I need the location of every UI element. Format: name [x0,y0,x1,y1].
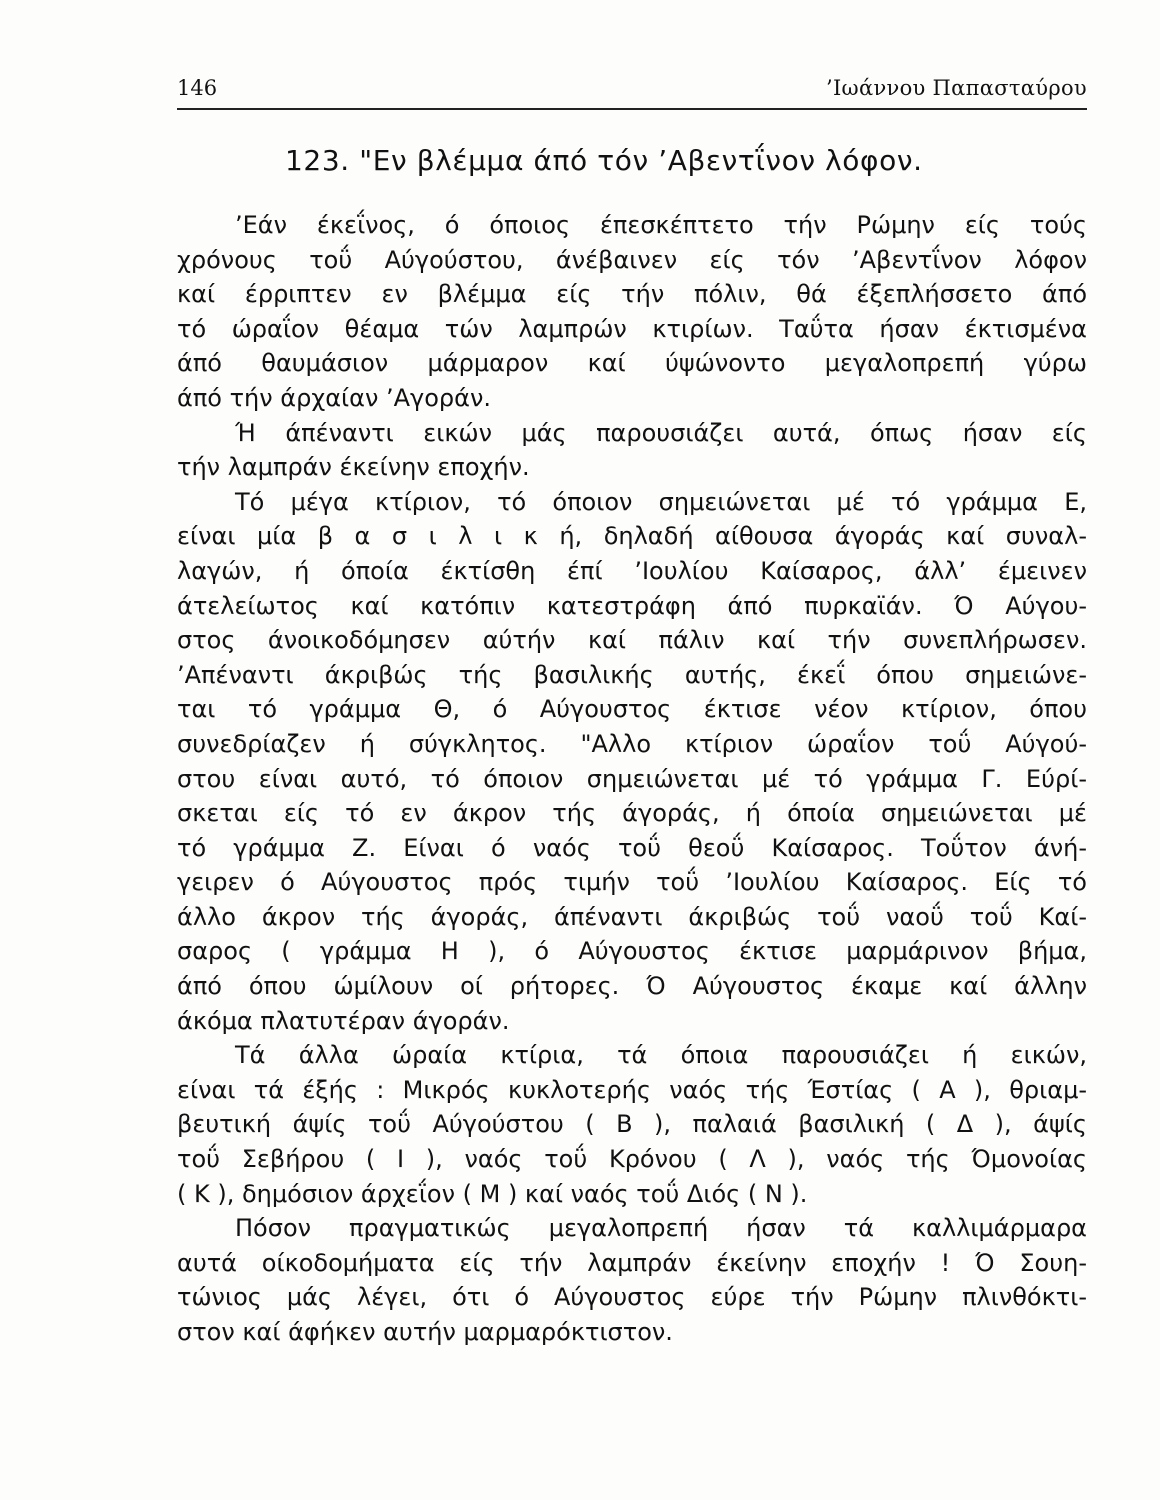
text-line: Ή άπέναντι εικών μάς παρουσιάζει αυτά, όπως ήσαν είς [235,418,1087,447]
text-line: άπό τήν άρχαίαν ’Αγοράν. [177,383,492,412]
text-line: τό ώραΐον θέαμα τών λαμπρών κτιρίων. Ταΰτα ήσαν έκτισμένα [177,314,1087,343]
text-line: Τά άλλα ώραία κτίρια, τά όποια παρουσιάζει ή εικών, [235,1041,1087,1070]
text-line: ’Εάν έκεΐνος, ό όποιος έπεσκέπτετο τήν Ρώμην είς τούς [235,211,1087,239]
text-line: άπό όπου ώμίλουν οί ρήτορες. Ό Αύγουστος έκαμε καί άλλην [177,972,1087,1001]
paragraph-2 [177,416,1087,485]
text-line: λαγών, ή όποία έκτίσθη έπί ’Ιουλίου Καίσαρος, άλλ’ έμεινεν [177,556,1087,585]
text-line: καί έρριπτεν εν βλέμμα είς τήν πόλιν, θά έξεπλήσσετο άπό [177,280,1087,309]
text-line: τήν λαμπράν έκείνην εποχήν. [177,453,530,482]
text-line: τό γράμμα Ζ. Είναι ό ναός τοΰ θεοΰ Καίσαρος. Τοΰτον άνή- [177,833,1087,862]
text-line: είναι μία β α σ ι λ ι κ ή, δηλαδή αίθουσα άγοράς καί συναλ- [177,522,1087,551]
text-line: στον καί άφήκεν αυτήν μαρμαρόκτιστον. [177,1318,673,1346]
paragraph-3 [177,485,1087,1039]
text-line: άτελείωτος καί κατόπιν κατεστράφη άπό πυρκαϊάν. Ό Αύγου- [177,591,1087,620]
text-line: συνεδρίαζεν ή σύγκλητος. "Αλλο κτίριον ώραΐον τοΰ Αύγού- [177,729,1087,758]
header-rule [177,108,1087,110]
text-line: αυτά οίκοδομήματα είς τήν λαμπράν έκείνην εποχήν ! Ό Σουη- [177,1248,1087,1277]
page-header [177,74,1087,104]
text-line: ( Κ ), δημόσιον άρχεΐον ( Μ ) καί ναός τοΰ Διός ( Ν ). [177,1179,808,1208]
text-line: στου είναι αυτό, τό όποιον σημειώνεται μέ τό γράμμα Γ. Εύρί- [177,764,1087,793]
paragraph-1 [177,208,1087,416]
paragraph-5 [177,1211,1087,1349]
paragraph-4 [177,1038,1087,1211]
text-line: γειρεν ό Αύγουστος πρός τιμήν τοΰ ’Ιουλίου Καίσαρος. Είς τό [177,868,1087,897]
text-line: σαρος ( γράμμα Η ), ό Αύγουστος έκτισε μαρμάρινον βήμα, [177,937,1087,966]
page-number: 146 [177,76,218,100]
text-line: είναι τά έξής : Μικρός κυκλοτερής ναός τής Έστίας ( Α ), θριαμ- [177,1075,1087,1104]
text-line: άκόμα πλατυτέραν άγοράν. [177,1006,510,1035]
text-line: σκεται είς τό εν άκρον τής άγοράς, ή όποία σημειώνεται μέ [177,799,1087,828]
text-line: τώνιος μάς λέγει, ότι ό Αύγουστος εύρε τήν Ρώμην πλινθόκτι- [177,1283,1087,1312]
body-text [177,208,1087,1350]
text-line: άπό θαυμάσιον μάρμαρον καί ύψώνοντο μεγαλοπρεπή γύρω [177,349,1087,378]
text-line: στος άνοικοδόμησεν αύτήν καί πάλιν καί τήν συνεπλήρωσεν. [177,626,1087,655]
section-title: 123. "Εν βλέμμα άπό τόν ’Αβεντΐνον λόφον. [285,144,923,177]
text-line: ται τό γράμμα Θ, ό Αύγουστος έκτισε νέον κτίριον, όπου [177,695,1087,724]
text-line: Τό μέγα κτίριον, τό όποιον σημειώνεται μέ τό γράμμα Ε, [235,487,1087,516]
text-line: τοΰ Σεβήρου ( Ι ), ναός τοΰ Κρόνου ( Λ ), ναός τής Όμονοίας [177,1145,1087,1174]
running-head-author: ’Ιωάννου Παπασταύρου [825,76,1087,100]
text-line: Πόσον πραγματικώς μεγαλοπρεπή ήσαν τά καλλιμάρμαρα [235,1214,1087,1243]
text-line: ’Απέναντι άκριβώς τής βασιλικής αυτής, έκεΐ όπου σημειώνε- [177,660,1087,689]
text-line: άλλο άκρον τής άγοράς, άπέναντι άκριβώς τοΰ ναοΰ τοΰ Καί- [177,902,1087,931]
text-line: χρόνους τοΰ Αύγούστου, άνέβαινεν είς τόν ’Αβεντΐνον λόφον [177,245,1087,274]
text-line: βευτική άψίς τοΰ Αύγούστου ( Β ), παλαιά βασιλική ( Δ ), άψίς [177,1110,1087,1139]
